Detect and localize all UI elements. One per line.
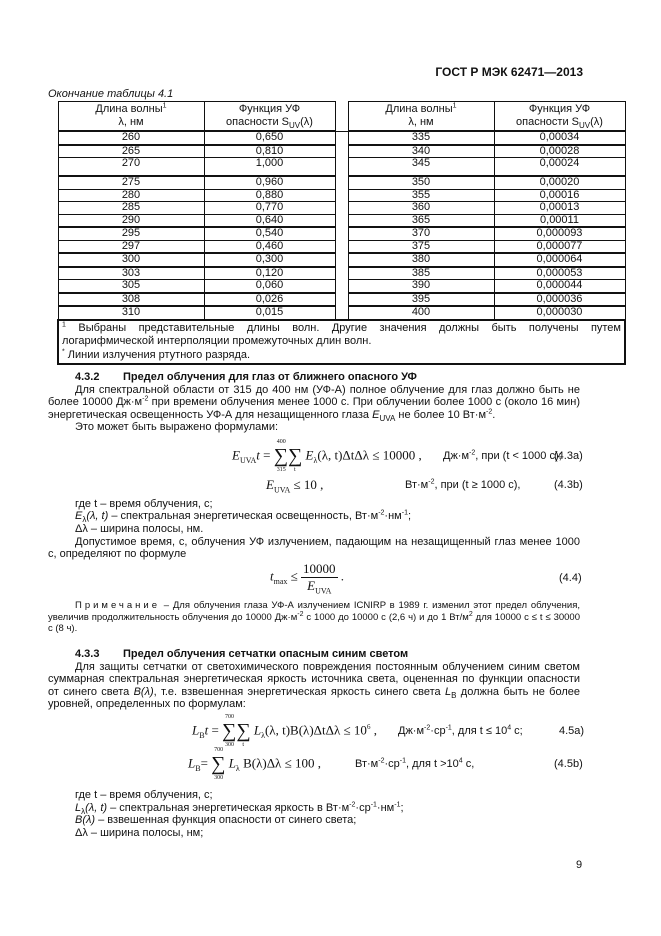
table-row: 290 0,640 365 0,00011 <box>58 214 625 227</box>
table-row: 280 0,880 355 0,00016 <box>58 189 625 202</box>
section-4-3-2-heading: 4.3.2 Предел облучения для глаз от ближнего опасного УФ <box>75 371 417 383</box>
table-footnotes: $^1$ Выбраны представительные длины волн. Другие значения должны быть получены путем логарифмической интерполяции промежуточных длин волн. * Линии излучения ртутного разряда. <box>58 320 625 365</box>
formula-4-5a-unit: $Дж\cdot м^{-2}\cdot ср^{-1}$, для $t \le 10^4$ с; <box>398 724 523 737</box>
table-caption: Окончание таблицы 4.1 <box>48 88 174 100</box>
table-row: 260 0,650 335 0,00034 <box>58 131 625 145</box>
section-4-3-2-paragraph: Для спектральной области от 315 до 400 нм (УФ-А) полное облучение для глаз должно быть не более 10000 $Дж\cdot м^{-2}$ при времени облучения менее 1000 с. При облучении более 1000 с (около 16 мин) энергетическая освещенность УФ-А для незащищенного глаза $E_{UVA}$ не более 10 $Вт\cdot м^{-2}$. <box>48 384 580 423</box>
where-list-2: где t – время облучения, с; $L_\lambda(\lambda$, t) – спектральная энергетическая яркость в $Вт\cdot м^{-2}\cdot ср^{-1}\cdot нм^{-1}$; B(λ) – взвешенная функция опасности от синего света; Δλ – ширина полосы, нм; <box>75 789 404 839</box>
eq-number-4-5b: (4.5b) <box>554 758 583 770</box>
formula-4-4: $t_{max}$ ≤ $\frac{10000}{E_{UVA}}$ . <box>270 561 345 596</box>
note-paragraph: Примечание – Для облучения глаза УФ-А излучением ICNIRP в 1989 г. изменил этот предел облучения, увеличив продолжительность облучения до 10000 $Дж\cdot м^{-2}$ с 1000 до 10000 с (2,6 ч) и до 1 $Вт/м^2$ для 10000 с ≤ t ≤ 30000 с (8 ч). <box>48 600 581 634</box>
col-function-header-2: Функция УФ опасности $S_{UV}(\lambda)$ <box>494 102 625 132</box>
formula-4-3a: $E_{UVA}t$ = ∑ 400 315 ∑ t $E_\lambda(\lambda$, t)ΔtΔλ ≤ 10000 , <box>232 439 422 473</box>
table-row: 303 0,120 385 0,000053 <box>58 267 625 280</box>
page-number: 9 <box>576 859 583 871</box>
table-gap <box>335 102 348 132</box>
formula-4-3b: $E_{UVA} \le 10$ , <box>266 477 324 495</box>
table-row: 295 0,540 370 0,000093 <box>58 227 625 240</box>
formula-4-5b-unit: $Вт\cdot м^{-2}\cdot ср^{-1}$, для $t >10^4$ с, <box>355 757 475 770</box>
document-header: ГОСТ Р МЭК 62471—2013 <box>435 65 583 79</box>
formulas-intro: Это может быть выражено формулами: <box>75 421 279 433</box>
table-row: 297 0,460 375 0,000077 <box>58 240 625 253</box>
uv-hazard-table <box>57 101 626 365</box>
eq-number-4-3b: (4.3b) <box>554 479 583 491</box>
formula-4-5b: $L_B=$ ∑ 700 300 $L_\lambda$ B(λ)Δλ ≤ 100 , <box>188 747 321 781</box>
where-list-1: где t – время облучения, с; $E_\lambda(\lambda$, t) – спектральная энергетическая освещенность, $Вт\cdot м^{-2}\cdot нм^{-1}$; Δλ – ширина полосы, нм. <box>75 498 412 535</box>
table-row: 305 0,060 390 0,000044 <box>58 280 625 293</box>
tmax-paragraph: Допустимое время, с, облучения УФ излучением, падающим на незащищенный глаз менее 1000 с, определяют по формуле <box>48 536 580 561</box>
table-row: 270 1,000 345 0,00024 <box>58 158 625 177</box>
col-wavelength-header-2: Длина волны$^1$ λ, нм <box>348 102 494 132</box>
table-header-row <box>58 102 625 132</box>
col-wavelength-header: Длина волны$^1$ λ, нм <box>58 102 204 132</box>
table-row: 285 0,770 360 0,00013 <box>58 202 625 215</box>
table-row: 308 0,026 395 0,000036 <box>58 293 625 307</box>
formula-4-5a: $L_Bt$ = ∑ 700 300 ∑ t $L_\lambda(\lambda$, $t)B(\lambda)\Delta t\Delta\lambda \le 10^6$ , <box>192 714 377 748</box>
formula-4-3b-unit: $Вт\cdot м^{-2}$, при (t ≥ 1000 c), <box>405 478 521 491</box>
table-row: 310 0,015 400 0,000030 <box>58 306 625 320</box>
formula-4-3a-unit: $Дж\cdot м^{-2}$, при (t < 1000 c); <box>443 449 562 462</box>
table-row: 275 0,960 350 0,00020 <box>58 176 625 189</box>
footnote-1: Выбраны представительные длины волн. Другие значения должны быть получены путем логарифмической интерполяции промежуточных длин волн. <box>62 321 621 347</box>
section-4-3-3-heading: 4.3.3 Предел облучения сетчатки опасным синим светом <box>75 648 409 660</box>
table-row: 265 0,810 340 0,00028 <box>58 145 625 158</box>
col-function-header: Функция УФ опасности $S_{UV}(\lambda)$ <box>204 102 335 132</box>
table-row: 300 0,300 380 0,000064 <box>58 253 625 267</box>
eq-number-4-3a: (4.3a) <box>554 450 583 462</box>
eq-number-4-5a: 4.5a) <box>559 725 585 737</box>
footnote-2: Линии излучения ртутного разряда. <box>67 348 251 361</box>
section-4-3-3-paragraph: Для защиты сетчатки от светохимического повреждения постоянным облучением синим светом суммарная спектральная энергетическая яркость источника света, оцененная по функции опасности от синего света B(λ), т.е. взвешенная энергетическая яркость синего света $L_B$ должна быть не более уровней, определенных по формулам: <box>48 661 580 710</box>
eq-number-4-4: (4.4) <box>559 572 582 584</box>
